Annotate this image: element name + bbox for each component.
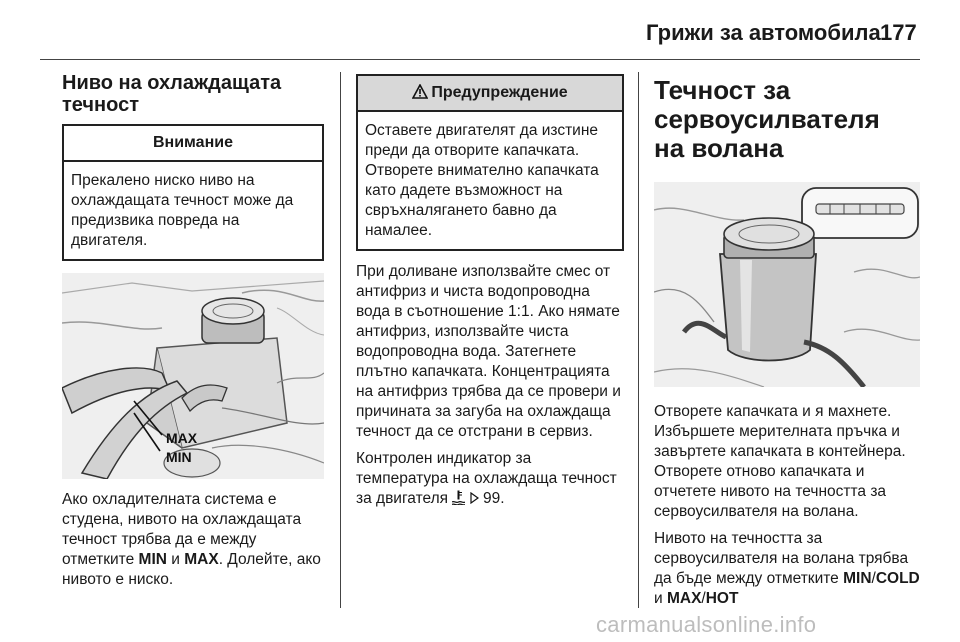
refill-paragraph: При доливане използвайте смес от антифриз и чиста водопроводна вода в съотношение 1:1. Ако нямате антифриз, използвайте чиста водопроводна вода. Затегнете плътно капачката. Концентрацията на антифриз трябва да се провери и причината за загуба на охлаждаща течност да се отстрани в сервиз. (356, 263, 621, 440)
notice-box (62, 124, 324, 261)
coolant-reservoir-illustration (62, 273, 324, 479)
min-mark-text: MIN (138, 551, 167, 568)
coolant-reservoir-figure (62, 273, 324, 479)
section-heading-power-steering: Течност за сервоусилвателя на волана (654, 75, 880, 163)
page-number: 177 (880, 20, 917, 45)
max-mark-label: MAX (166, 430, 198, 446)
dipstick-paragraph: Отворете капачката и я махнете. Избършете мерителната пръчка и завъртете капачката в контейнера. Отворете отново капачката и отчетете нивото на течността за сервоусилвателя на волана. (654, 403, 906, 520)
warning-body: Оставете двигателят да изстине преди да отворите капачката. Отворете внимателно капачката като дадете възможност на свръхналягането бавно да намалее. (365, 122, 599, 239)
warning-title: Предупреждение (431, 84, 568, 101)
max-mark-text: MAX (666, 590, 702, 607)
min-mark-text: MIN (843, 570, 872, 587)
power-steering-reservoir-figure (654, 182, 920, 387)
coolant-temperature-icon (452, 490, 465, 505)
para-text: Нивото на течността за сервоусилвателя на волана трябва да бъде между отметките (654, 530, 909, 587)
column-coolant (62, 72, 324, 590)
para-text: и (654, 590, 667, 607)
notice-title: Внимание (64, 126, 322, 162)
indicator-paragraph (356, 449, 624, 509)
watermark: carmanualsonline.info (596, 612, 817, 637)
section-heading-coolant: Ниво на охлаждащата течност (62, 72, 282, 116)
column-divider-1 (340, 72, 341, 608)
coolant-level-paragraph (62, 490, 324, 590)
para-text: Контролен индикатор за температура на охлаждаща течност за двигателя (356, 450, 617, 507)
para-text: . Долейте, ако нивото е ниско. (62, 551, 321, 588)
warning-box (356, 74, 624, 251)
min-mark-label: MIN (166, 449, 192, 465)
para-text: / (871, 570, 876, 587)
para-text: / (701, 590, 706, 607)
cold-mark-text: COLD (875, 570, 920, 587)
max-mark-text: MAX (184, 551, 219, 568)
steering-level-paragraph (654, 529, 924, 609)
warning-triangle-icon (412, 84, 428, 99)
warning-title-bar (358, 76, 622, 112)
para-text: и (166, 551, 185, 568)
header-title: Грижи за автомобила (646, 20, 881, 45)
column-power-steering (654, 72, 924, 609)
column-coolant-continued (356, 72, 624, 509)
page-header (0, 0, 960, 60)
header-rule (40, 59, 920, 60)
page-reference: 99. (478, 490, 505, 507)
column-divider-2 (638, 72, 639, 608)
hot-mark-text: HOT (705, 590, 739, 607)
page-reference-arrow-icon (470, 492, 479, 504)
notice-body: Прекалено ниско ниво на охлаждащата течност може да предизвика повреда на двигателя. (71, 172, 294, 249)
para-text: Ако охладителната система е студена, нивото на охлаждащата течност трябва да е между отметките (62, 491, 302, 568)
power-steering-reservoir-illustration (654, 182, 920, 387)
